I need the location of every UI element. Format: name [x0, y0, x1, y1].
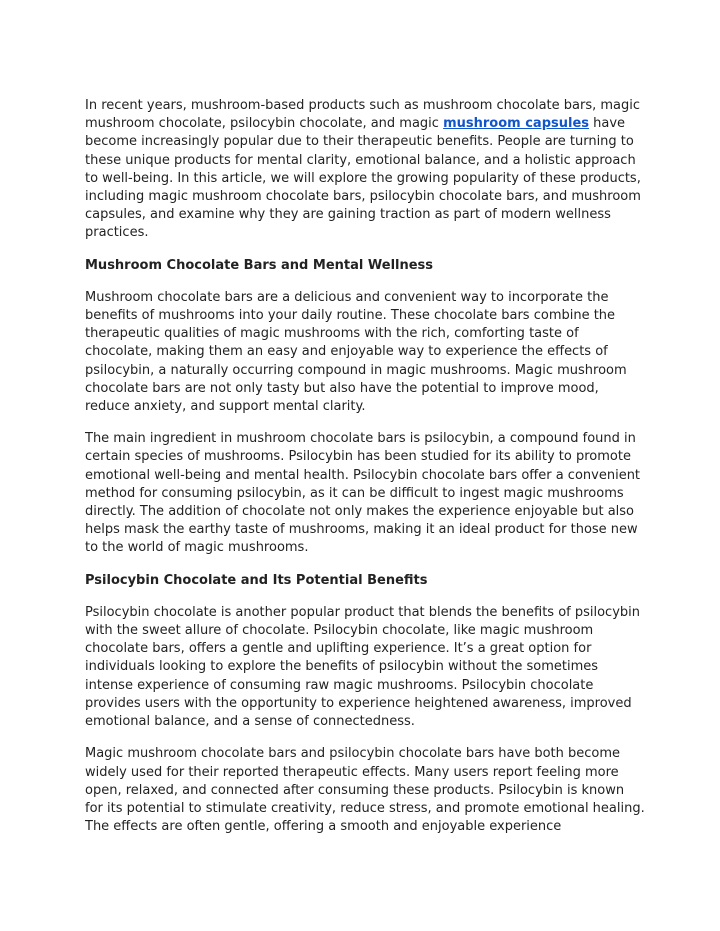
body-paragraph: The main ingredient in mushroom chocolate bars is psilocybin, a compound found in certain species of mushrooms. Psilocybin has been studied for its ability to promote emotional well-being and mental health. Psilocybin chocolate bars offer a convenient method for consuming psilocybin, as it can be difficult to ingest magic mushrooms directly. The addition of chocolate not only makes the experience enjoyable but also helps mask the earthy taste of mushrooms, making it an ideal product for those new to the world of magic mushrooms. — [85, 431, 641, 556]
body-paragraph: Magic mushroom chocolate bars and psilocybin chocolate bars have both become widely used for their reported therapeutic effects. Many users report feeling more open, relaxed, and connected after consuming these products. Psilocybin is known for its potential to stimulate creativity, reduce stress, and promote emotional healing. The effects are often gentle, offering a smooth and enjoyable experience — [85, 746, 645, 835]
intro-text-end: have become increasingly popular due to their therapeutic benefits. People are turning to these unique products for mental clarity, emotional balance, and a holistic approach to well-being. In this article, we will explore the growing popularity of these products, including magic mushroom chocolate bars, psilocybin chocolate bars, and mushroom capsules, and examine why they are gaining traction as part of modern wellness practices. — [85, 116, 641, 241]
document-page — [85, 97, 645, 850]
body-paragraph: Mushroom chocolate bars are a delicious and convenient way to incorporate the benefits of mushrooms into your daily routine. These chocolate bars combine the therapeutic qualities of magic mushrooms with the rich, comforting taste of chocolate, making them an easy and enjoyable way to experience the effects of psilocybin, a naturally occurring compound in magic mushrooms. Magic mushroom chocolate bars are not only tasty but also have the potential to improve mood, reduce anxiety, and support mental clarity. — [85, 289, 627, 415]
mushroom-capsules-link[interactable]: mushroom capsules — [443, 116, 590, 132]
intro-paragraph — [85, 97, 645, 243]
intro-text-start: In recent years, mushroom-based products such as mushroom chocolate bars, magic mushroom chocolate, psilocybin chocolate, and magic — [85, 98, 641, 132]
section-heading-mushroom-chocolate: Mushroom Chocolate Bars and Mental Wellness — [85, 257, 434, 273]
body-paragraph: Psilocybin chocolate is another popular product that blends the benefits of psilocybin with the sweet allure of chocolate. Psilocybin chocolate, like magic mushroom chocolate bars, offers a gentle and uplifting experience. It’s a great option for individuals looking to explore the benefits of psilocybin without the sometimes intense experience of consuming raw magic mushrooms. Psilocybin chocolate provides users with the opportunity to experience heightened awareness, improved emotional balance, and a sense of connectedness. — [85, 604, 641, 730]
section-heading-psilocybin-chocolate: Psilocybin Chocolate and Its Potential Benefits — [85, 572, 428, 588]
